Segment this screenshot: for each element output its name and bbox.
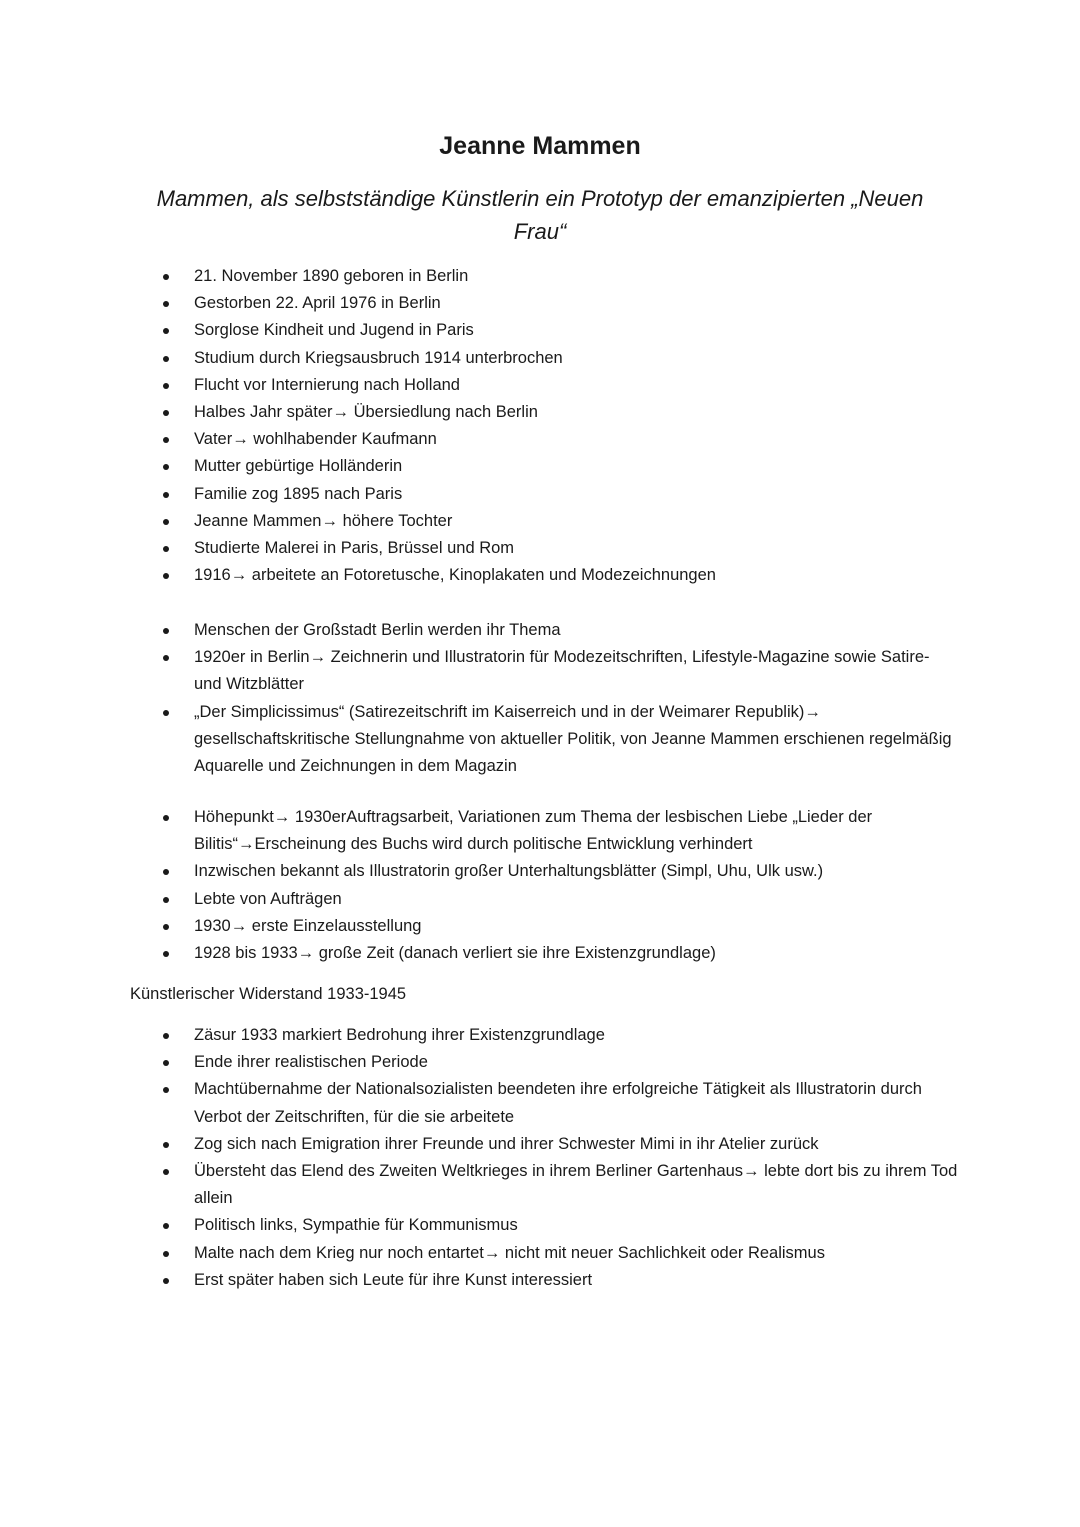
- list-item: [160, 345, 960, 372]
- list-item-text: Studium durch Kriegsausbruch 1914 unterbrochen: [194, 348, 563, 367]
- section-heading: Künstlerischer Widerstand 1933-1945: [130, 985, 407, 1003]
- list-item-text: Inzwischen bekannt als Illustratorin großer Unterhaltungsblätter (Simpl, Uhu, Ulk usw.): [194, 862, 824, 881]
- list-item-text: Vater→ wohlhabender Kaufmann: [194, 430, 437, 449]
- list-item: [160, 1076, 960, 1130]
- list-item-text: Ende ihrer realistischen Periode: [194, 1053, 428, 1072]
- list-item: [160, 562, 960, 589]
- list-item-text: Gestorben 22. April 1976 in Berlin: [194, 294, 441, 313]
- page-title: Jeanne Mammen: [439, 132, 641, 160]
- bullet-list-career-peak: [160, 804, 960, 967]
- list-item: [160, 1022, 960, 1049]
- list-item: [160, 1131, 960, 1158]
- list-item-text: 1928 bis 1933→ große Zeit (danach verliert sie ihre Existenzgrundlage): [194, 944, 716, 963]
- list-item-text: Machtübernahme der Nationalsozialisten beendeten ihre erfolgreiche Tätigkeit als Illustratorin durch Verbot der Zeitschriften, für die sie arbeitete: [194, 1080, 922, 1126]
- list-item: [160, 426, 960, 453]
- list-item-text: Politisch links, Sympathie für Kommunismus: [194, 1216, 518, 1235]
- list-item-text: Menschen der Großstadt Berlin werden ihr Thema: [194, 621, 561, 639]
- list-item-text: Mutter gebürtige Holländerin: [194, 457, 403, 476]
- list-item: [160, 372, 960, 399]
- list-item-text: 1916→ arbeitete an Fotoretusche, Kinoplakaten und Modezeichnungen: [194, 566, 716, 585]
- list-item-text: Übersteht das Elend des Zweiten Weltkrieges in ihrem Berliner Gartenhaus→ lebte dort bis zu ihrem Tod allein: [194, 1162, 958, 1208]
- list-item: [160, 940, 960, 967]
- list-item-text: Flucht vor Internierung nach Holland: [194, 375, 460, 394]
- list-item: [160, 481, 960, 508]
- list-item: [160, 1158, 960, 1212]
- list-item: [160, 617, 960, 644]
- list-item: [160, 644, 960, 698]
- bullet-list-berlin-1920s: [160, 617, 960, 780]
- list-item-text: Studierte Malerei in Paris, Brüssel und Rom: [194, 539, 515, 558]
- list-item: [160, 535, 960, 562]
- list-item-text: Malte nach dem Krieg nur noch entartet→ nicht mit neuer Sachlichkeit oder Realismus: [194, 1243, 825, 1262]
- list-item-text: Lebte von Aufträgen: [194, 889, 342, 908]
- list-item-text: Zäsur 1933 markiert Bedrohung ihrer Existenzgrundlage: [194, 1026, 605, 1044]
- list-item-text: Halbes Jahr später→ Übersiedlung nach Berlin: [194, 403, 538, 422]
- list-item-text: 1920er in Berlin→ Zeichnerin und Illustratorin für Modezeitschriften, Lifestyle-Magazine sowie Satire- und Witzblätter: [194, 648, 930, 694]
- list-item-text: Erst später haben sich Leute für ihre Kunst interessiert: [194, 1270, 593, 1289]
- list-item: [160, 290, 960, 317]
- list-item: [160, 804, 960, 858]
- list-item-text: Sorglose Kindheit und Jugend in Paris: [194, 321, 474, 340]
- list-item-text: 1930→ erste Einzelausstellung: [194, 916, 422, 935]
- list-item: [160, 399, 960, 426]
- list-item: [160, 886, 960, 913]
- list-item-text: 21. November 1890 geboren in Berlin: [194, 267, 469, 285]
- list-item-text: Höhepunkt→ 1930erAuftragsarbeit, Variationen zum Thema der lesbischen Liebe „Lieder der Bilitis“→Erscheinung des Buchs wird durch politische Entwicklung verhindert: [194, 808, 873, 854]
- list-item: [160, 1267, 960, 1294]
- list-item-text: Familie zog 1895 nach Paris: [194, 484, 403, 503]
- list-item: [160, 317, 960, 344]
- list-item: [160, 1240, 960, 1267]
- list-item: [160, 1049, 960, 1076]
- list-item: [160, 858, 960, 885]
- page-subtitle: Mammen, als selbstständige Künstlerin ein Prototyp der emanzipierten „Neuen Frau“: [156, 186, 924, 244]
- list-item: [160, 699, 960, 781]
- list-item: [160, 1212, 960, 1239]
- list-item: [160, 508, 960, 535]
- bullet-list-resistance: [160, 1022, 960, 1294]
- list-item: [160, 263, 960, 290]
- list-item: [160, 453, 960, 480]
- list-item: [160, 913, 960, 940]
- list-item-text: Jeanne Mammen→ höhere Tochter: [194, 511, 453, 530]
- list-item-text: Zog sich nach Emigration ihrer Freunde und ihrer Schwester Mimi in ihr Atelier zurück: [194, 1134, 819, 1153]
- list-item-text: „Der Simplicissimus“ (Satirezeitschrift im Kaiserreich und in der Weimarer Republik)→ gesellschaftskritische Stellungnahme von aktueller Politik, von Jeanne Mammen erschienen regelmäßig Aquarelle und Zeichnungen in dem Magazin: [194, 702, 952, 776]
- bullet-list-biography: [160, 263, 960, 589]
